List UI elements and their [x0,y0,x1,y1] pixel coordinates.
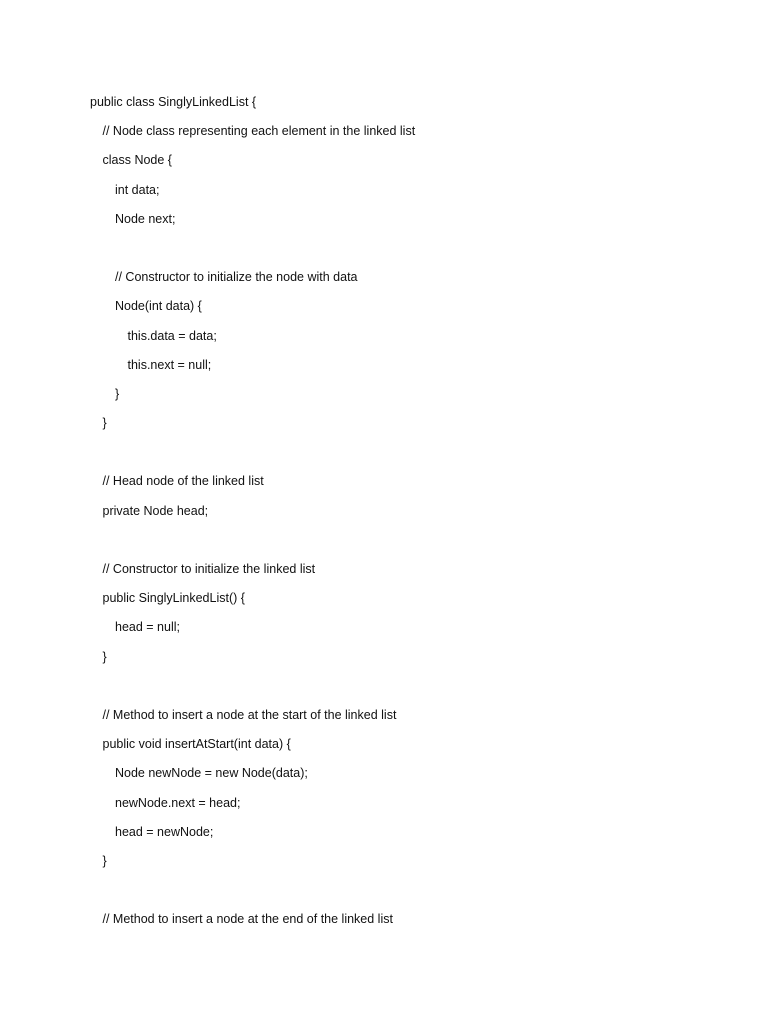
code-line: // Constructor to initialize the node with data [115,270,358,285]
code-line: int data; [115,182,160,197]
code-line: // Method to insert a node at the start of the linked list [102,707,397,722]
blank-line [90,442,690,471]
code-line: } [102,649,107,664]
code-line: } [115,386,120,401]
code-line: public class SinglyLinkedList { [90,95,257,109]
code-line: this.next = null; [127,357,212,372]
code-line: // Head node of the linked list [102,474,264,489]
code-line: head = null; [115,620,180,635]
code-listing [90,92,690,938]
blank-line [90,880,690,909]
code-line: } [102,416,107,431]
code-line: this.data = data; [127,328,217,343]
code-line: public SinglyLinkedList() { [102,591,245,606]
code-line: head = newNode; [115,824,214,839]
code-line: class Node { [102,153,172,168]
code-line: // Constructor to initialize the linked list [102,562,316,576]
code-line: Node(int data) { [115,299,202,314]
blank-line [90,676,690,705]
code-line: } [102,853,107,868]
blank-line [90,530,690,559]
code-line: // Method to insert a node at the end of the linked list [102,912,393,927]
blank-line [90,238,690,267]
code-line: newNode.next = head; [115,795,241,810]
code-line: Node newNode = new Node(data); [115,766,308,781]
code-line: Node next; [115,211,176,226]
code-line: // Node class representing each element in the linked list [102,124,416,139]
code-line: public void insertAtStart(int data) { [102,737,291,752]
code-line: private Node head; [102,503,209,518]
